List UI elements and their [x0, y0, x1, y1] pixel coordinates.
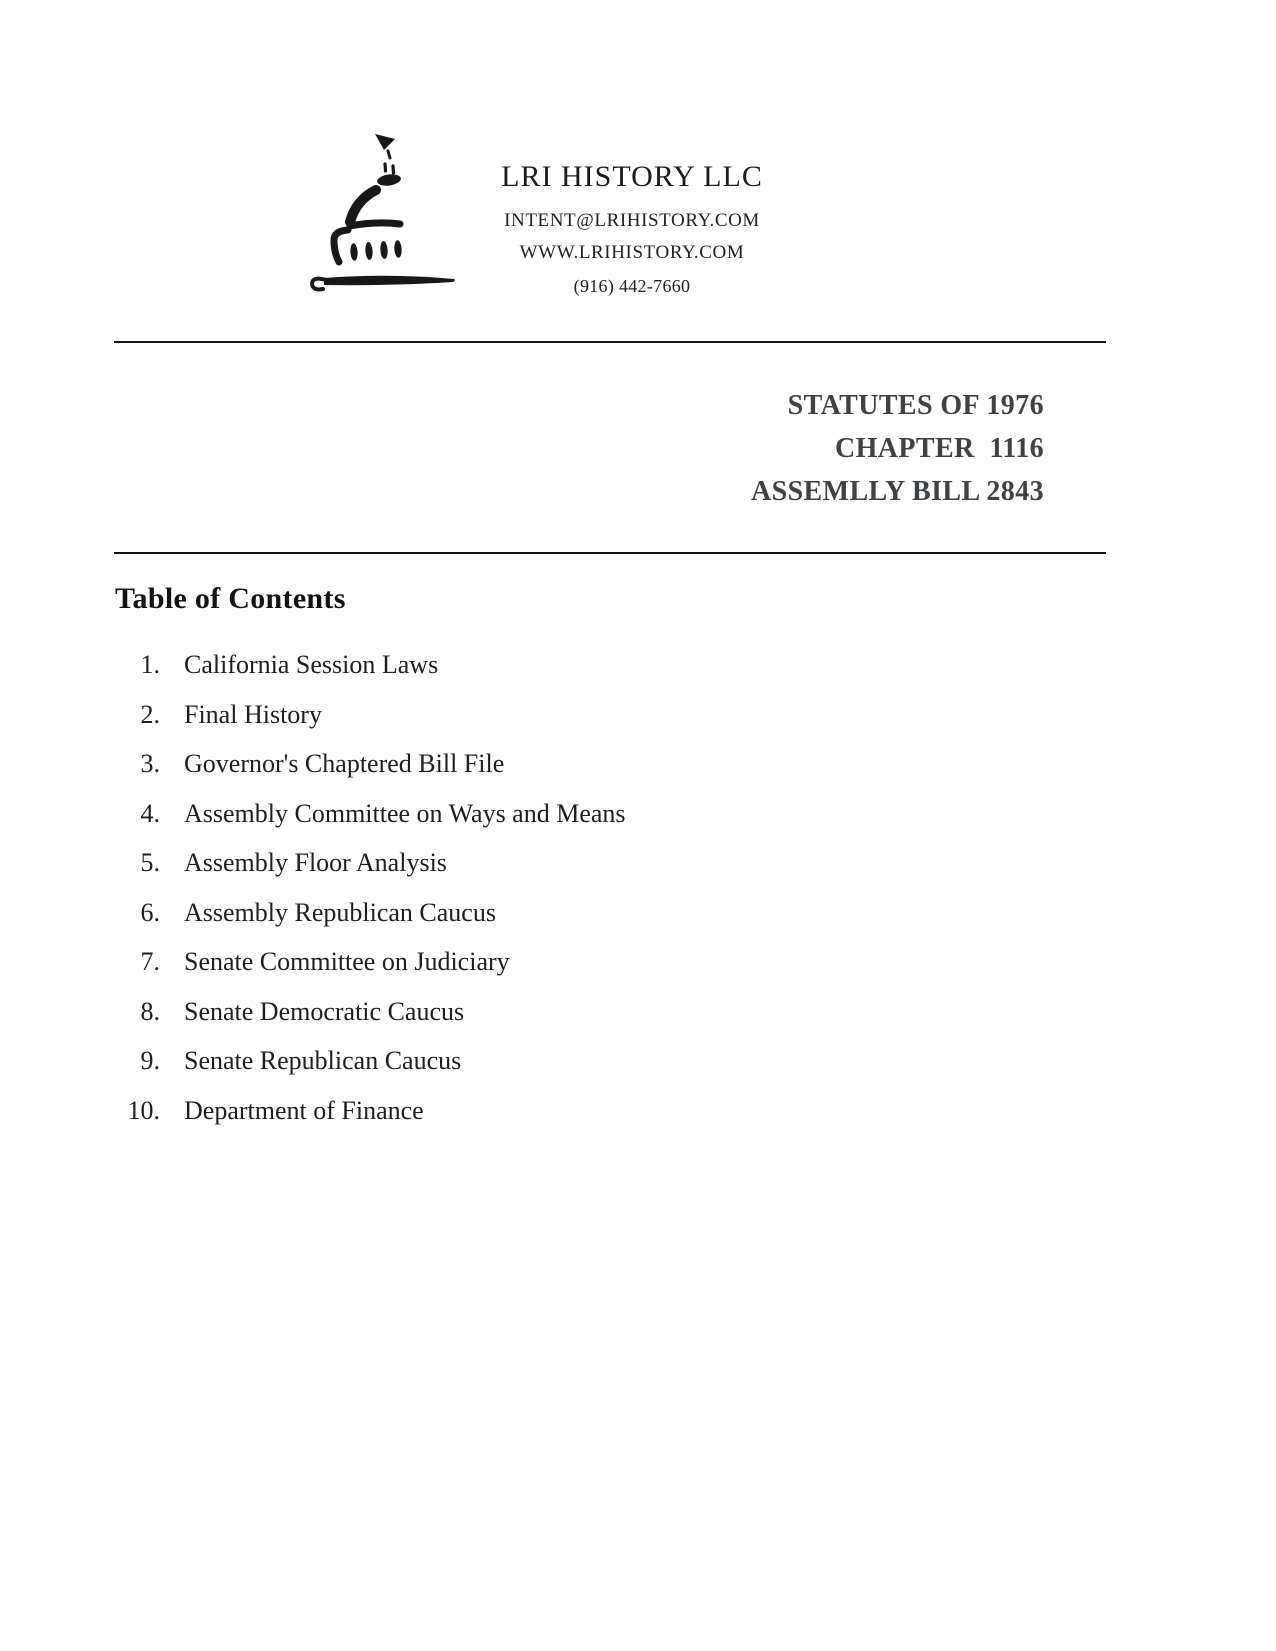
toc-item-label: Final History [184, 699, 322, 729]
toc-item-label: California Session Laws [184, 650, 439, 679]
toc-item [115, 898, 626, 927]
toc-item-number: 7. [140, 947, 160, 976]
horizontal-rule-top [114, 341, 1106, 343]
toc-item [115, 700, 626, 729]
company-email: INTENT@LRIHISTORY.COM [504, 210, 760, 231]
toc-item-number: 4. [140, 798, 160, 828]
toc-item [115, 799, 626, 828]
toc-item-number: 9. [140, 1046, 160, 1075]
chapter-line: CHAPTER 1116 [834, 433, 1044, 464]
toc-item-number: 5. [140, 848, 160, 877]
toc-item [115, 997, 626, 1026]
toc-item-label: Senate Committee on Judiciary [184, 947, 510, 976]
toc-item-number: 3. [140, 749, 160, 778]
toc-heading: Table of Contents [115, 582, 346, 615]
toc-item-number: 8. [140, 996, 160, 1026]
toc-item [115, 650, 626, 679]
toc-item-number: 2. [140, 699, 160, 729]
toc-item-label: Senate Republican Caucus [184, 1046, 462, 1075]
toc-item-label: Assembly Committee on Ways and Means [184, 798, 626, 828]
toc-item [115, 749, 626, 778]
toc-item-label: Senate Democratic Caucus [184, 996, 465, 1026]
company-phone: (916) 442-7660 [573, 276, 691, 296]
toc-item-label: Governor's Chaptered Bill File [184, 749, 505, 778]
document-title-block [751, 384, 1044, 513]
toc-item-number: 10. [127, 1095, 160, 1125]
toc-item [115, 947, 626, 976]
letterhead [432, 160, 832, 297]
horizontal-rule-bottom [114, 552, 1106, 554]
statutes-line: STATUTES OF 1976 [787, 390, 1044, 421]
toc-item [115, 1096, 626, 1125]
company-website: WWW.LRIHISTORY.COM [519, 242, 745, 263]
toc-item-number: 6. [140, 897, 160, 927]
toc-list [115, 650, 626, 1145]
toc-item [115, 848, 626, 877]
company-name: LRI HISTORY LLC [501, 160, 763, 193]
toc-item [115, 1046, 626, 1075]
toc-item-label: Assembly Republican Caucus [184, 897, 496, 927]
assembly-bill-line: ASSEMLLY BILL 2843 [750, 476, 1044, 507]
toc-item-label: Department of Finance [184, 1095, 424, 1125]
toc-item-label: Assembly Floor Analysis [184, 848, 447, 877]
toc-item-number: 1. [140, 650, 160, 679]
